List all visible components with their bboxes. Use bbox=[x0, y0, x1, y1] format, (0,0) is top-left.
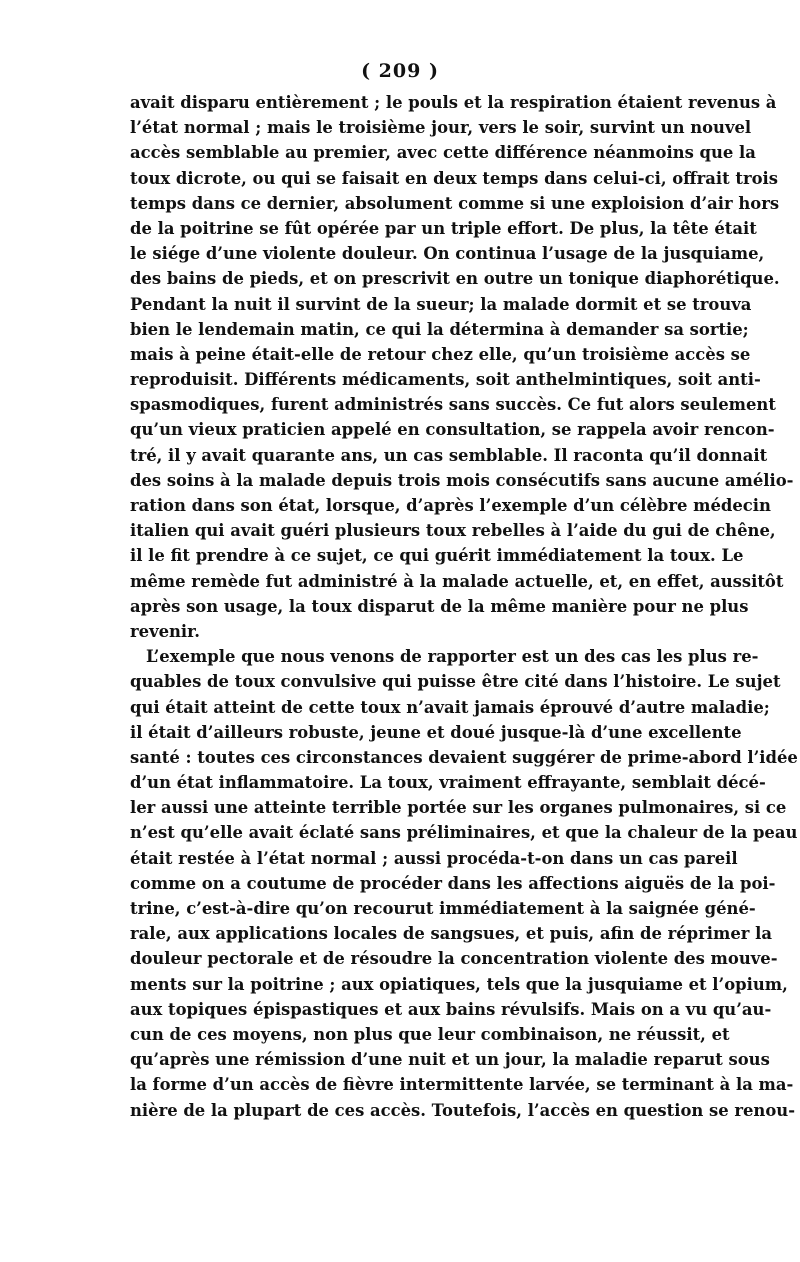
text-line: qu’après une rémission d’une nuit et un jour, la maladie reparut sous bbox=[130, 1050, 770, 1070]
text-line: temps dans ce dernier, absolument comme si une exploision d’air hors bbox=[130, 193, 780, 213]
text-line: le siége d’une violente douleur. On continua l’usage de la jusquiame, bbox=[130, 244, 765, 264]
text-line: aux topiques épispastiques et aux bains révulsifs. Mais on a vu qu’au- bbox=[130, 999, 772, 1019]
text-line: ler aussi une atteinte terrible portée sur les organes pulmonaires, si ce bbox=[130, 798, 787, 818]
body-text bbox=[130, 90, 798, 1123]
text-line: la forme d’un accès de fièvre intermittente larvée, se terminant à la ma- bbox=[130, 1075, 794, 1095]
text-line: des bains de pieds, et on prescrivit en outre un tonique diaphorétique. bbox=[130, 269, 780, 289]
text-line: comme on a coutume de procéder dans les affections aiguës de la poi- bbox=[130, 873, 776, 893]
text-line: santé : toutes ces circonstances devaient suggérer de prime-abord l’idée bbox=[130, 747, 798, 767]
text-line: rale, aux applications locales de sangsues, et puis, afin de réprimer la bbox=[130, 924, 772, 944]
paragraph-start-line: L’exemple que nous venons de rapporter est un des cas les plus re- bbox=[146, 647, 759, 667]
text-line: reproduisit. Différents médicaments, soit anthelmintiques, soit anti- bbox=[130, 370, 761, 390]
text-line: bien le lendemain matin, ce qui la détermina à demander sa sortie; bbox=[130, 319, 749, 339]
text-line: des soins à la malade depuis trois mois consécutifs sans aucune amélio- bbox=[130, 470, 794, 490]
paragraph-end-line: revenir. bbox=[130, 621, 200, 641]
text-line: mais à peine était-elle de retour chez elle, qu’un troisième accès se bbox=[130, 344, 751, 364]
text-line: toux dicrote, ou qui se faisait en deux temps dans celui-ci, offrait trois bbox=[130, 168, 778, 188]
text-line: ration dans son état, lorsque, d’après l’exemple d’un célèbre médecin bbox=[130, 496, 771, 515]
text-line: avait disparu entièrement ; le pouls et la respiration étaient revenus à bbox=[130, 93, 777, 112]
text-line: il le fit prendre à ce sujet, ce qui guérit immédiatement la toux. Le bbox=[130, 546, 744, 566]
text-line: ments sur la poitrine ; aux opiatiques, tels que la jusquiame et l’opium, bbox=[130, 974, 788, 994]
text-line: après son usage, la toux disparut de la même manière pour ne plus bbox=[130, 596, 749, 616]
text-line: même remède fut administré à la malade actuelle, et, en effet, aussitôt bbox=[130, 571, 784, 591]
text-line: il était d’ailleurs robuste, jeune et doué jusque-là d’une excellente bbox=[130, 722, 742, 742]
text-line: n’est qu’elle avait éclaté sans préliminaires, et que la chaleur de la peau bbox=[130, 823, 798, 843]
text-line: d’un état inflammatoire. La toux, vraiment effrayante, semblait décé- bbox=[130, 773, 766, 793]
text-line: de la poitrine se fût opérée par un triple effort. De plus, la tête était bbox=[130, 218, 757, 238]
text-line: quables de toux convulsive qui puisse être cité dans l’histoire. Le sujet bbox=[130, 672, 781, 692]
text-line: trine, c’est-à-dire qu’on recourut immédiatement à la saignée géné- bbox=[130, 899, 756, 918]
text-line: l’état normal ; mais le troisième jour, vers le soir, survint un nouvel bbox=[130, 118, 752, 138]
text-line: qui était atteint de cette toux n’avait jamais éprouvé d’autre maladie; bbox=[130, 697, 770, 717]
text-line: qu’un vieux praticien appelé en consultation, se rappela avoir rencon- bbox=[130, 420, 775, 440]
text-line: italien qui avait guéri plusieurs toux rebelles à l’aide du gui de chêne, bbox=[130, 521, 776, 541]
page-number: ( 209 ) bbox=[361, 60, 439, 82]
text-line: accès semblable au premier, avec cette différence néanmoins que la bbox=[130, 143, 756, 163]
text-line: spasmodiques, furent administrés sans succès. Ce fut alors seulement bbox=[130, 395, 776, 415]
text-line: cun de ces moyens, non plus que leur combinaison, ne réussit, et bbox=[130, 1024, 730, 1044]
text-line: tré, il y avait quarante ans, un cas semblable. Il raconta qu’il donnait bbox=[130, 445, 768, 465]
text-line: était restée à l’état normal ; aussi procéda-t-on dans un cas pareil bbox=[130, 848, 738, 868]
text-line: nière de la plupart de ces accès. Toutefois, l’accès en question se renou- bbox=[130, 1100, 795, 1120]
text-line: Pendant la nuit il survint de la sueur; la malade dormit et se trouva bbox=[130, 294, 752, 314]
text-line: douleur pectorale et de résoudre la concentration violente des mouve- bbox=[130, 949, 778, 969]
